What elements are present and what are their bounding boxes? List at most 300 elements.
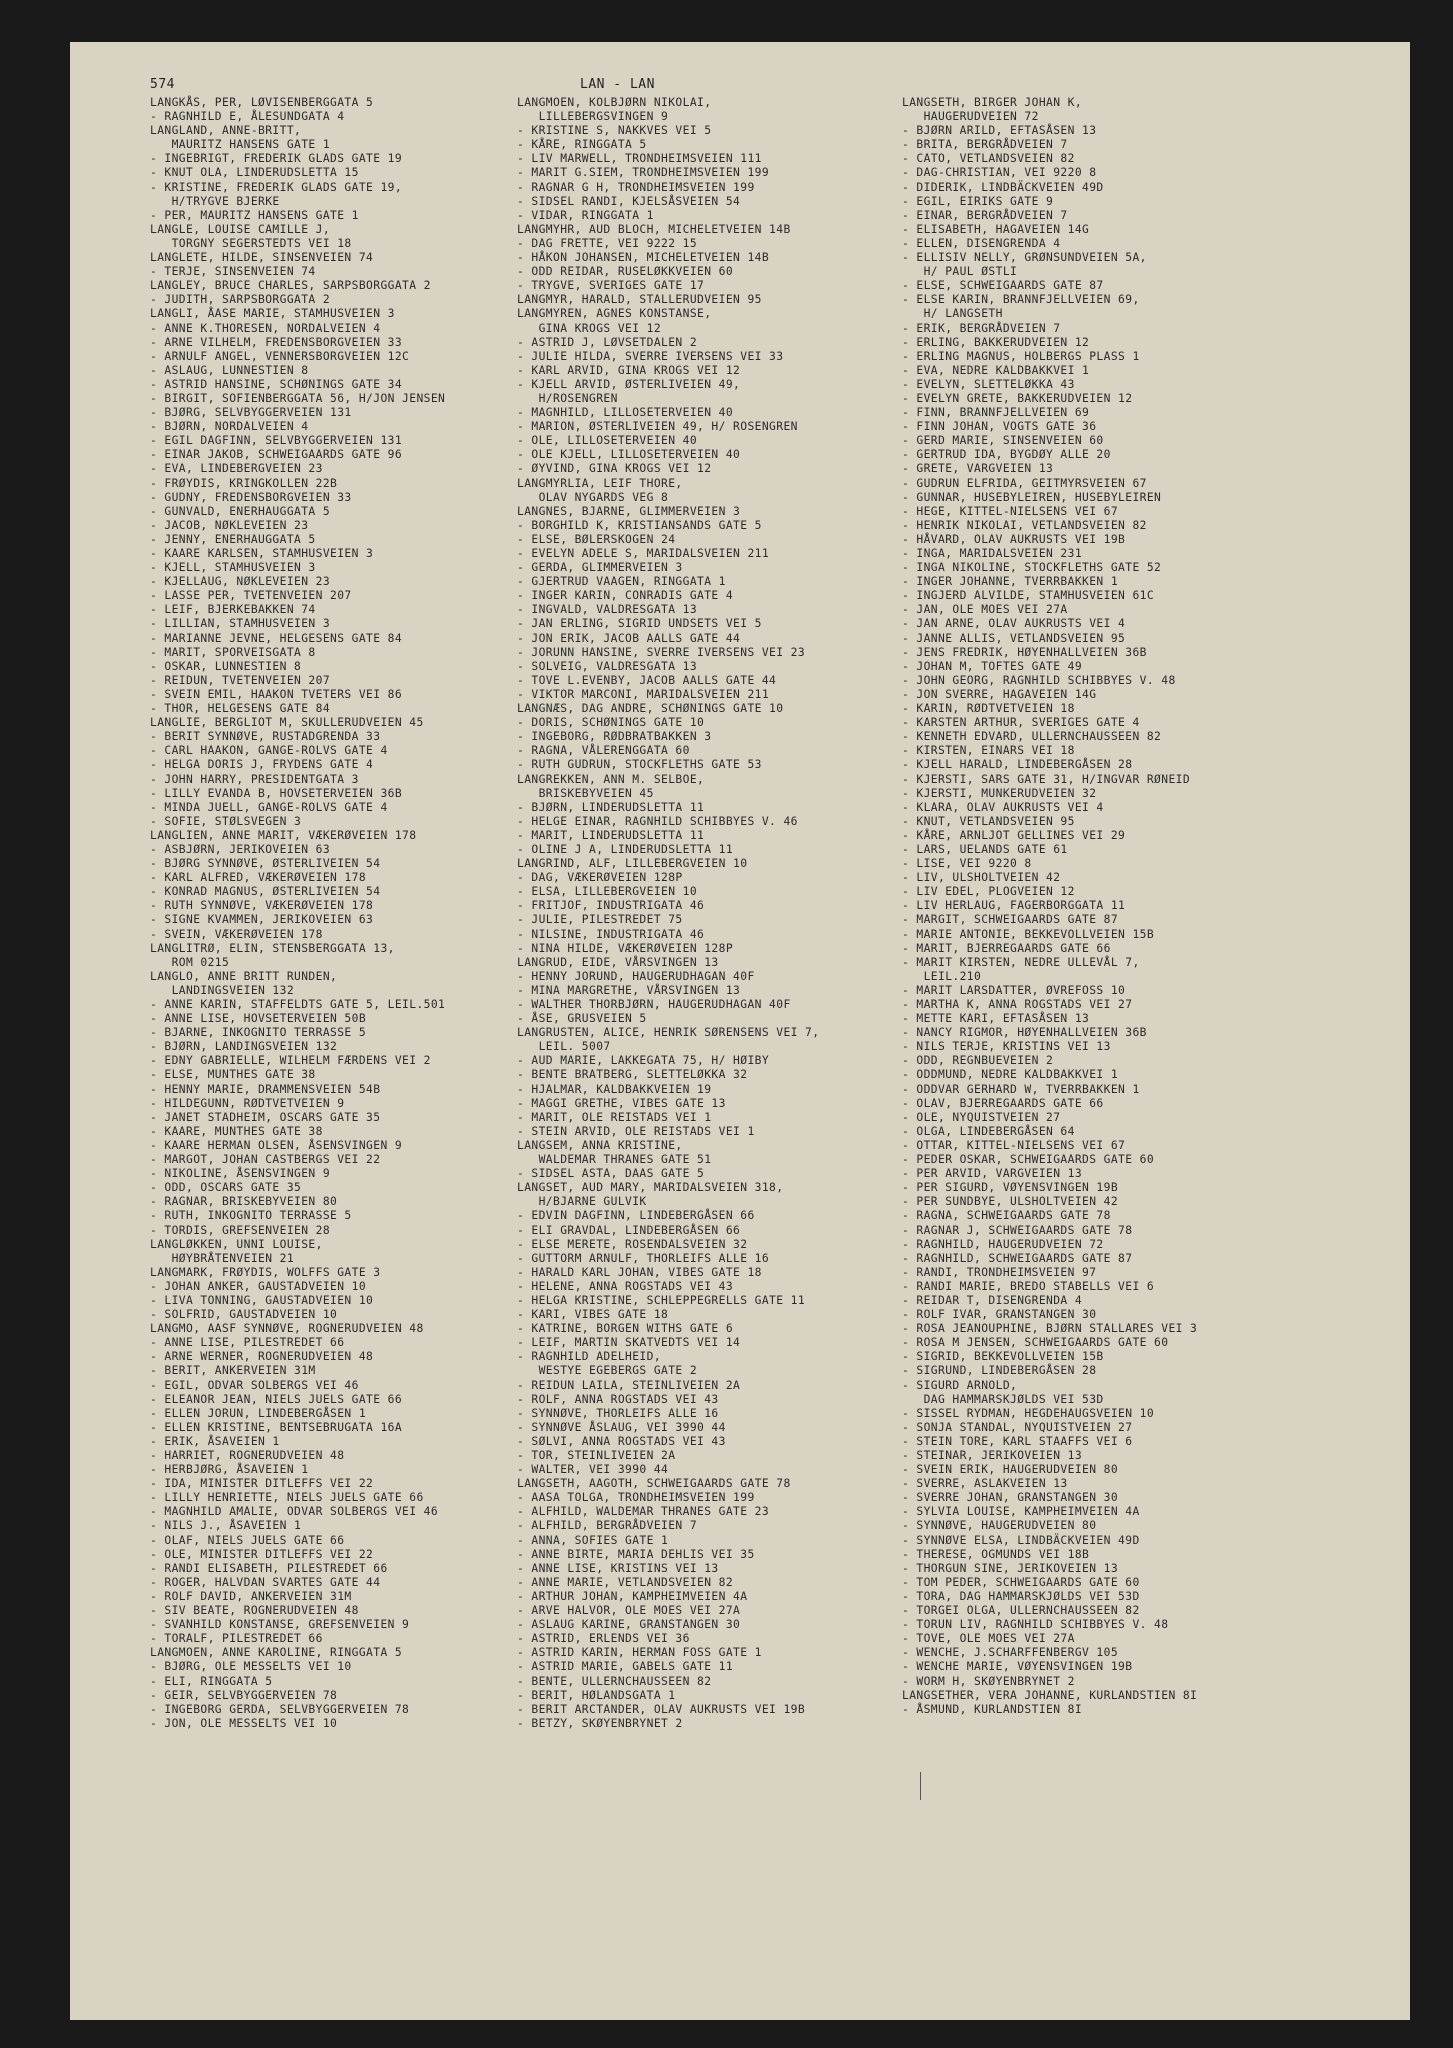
directory-entry-line: - OLAV, BJERREGAARDS GATE 66 [902,1096,1104,1110]
directory-entry-line: - ASTRID HANSINE, SCHØNINGS GATE 34 [150,377,403,391]
directory-entry-line: - KONRAD MAGNUS, ØSTERLIVEIEN 54 [150,885,381,899]
directory-entry-line: - SYNNØVE ELSA, LINDBÄCKVEIEN 49D [902,1533,1140,1547]
directory-entry-line: - JANET STADHEIM, OSCARS GATE 35 [150,1110,381,1124]
directory-entry-line: - KIRSTEN, EINARS VEI 18 [902,744,1075,758]
directory-entry-line: - KÅRE, RINGGATA 5 [517,138,647,152]
directory-entry-line: - SIDSEL RANDI, KJELSÅSVEIEN 54 [517,194,741,208]
directory-entry-line: - RAGNA, SCHWEIGAARDS GATE 78 [902,1209,1111,1223]
directory-entry-line: - KAARE HERMAN OLSEN, ÅSENSVINGEN 9 [150,1138,403,1152]
directory-entry-line: - KNUT, VETLANDSVEIEN 95 [902,814,1075,828]
directory-entry-line: - ODDVAR GERHARD W, TVERRBAKKEN 1 [902,1082,1140,1096]
directory-entry-line: - DORIS, SCHØNINGS GATE 10 [517,716,705,730]
directory-entry-line: LANGKÅS, PER, LØVISENBERGGATA 5 [150,96,374,109]
directory-entry-line: - OLAF, NIELS JUELS GATE 66 [150,1533,345,1547]
directory-entry-line: - BERIT ARCTANDER, OLAV AUKRUSTS VEI 19B [517,1702,806,1716]
directory-entry-line: - KJERSTI, MUNKERUDVEIEN 32 [902,786,1097,800]
directory-entry-line: - KATRINE, BORGEN WITHS GATE 6 [517,1322,734,1336]
directory-entry-line: - ELSE, SCHWEIGAARDS GATE 87 [902,279,1104,293]
directory-entry-line: H/BJARNE GULVIK [517,1195,647,1209]
directory-entry-line: - KJELL ARVID, ØSTERLIVEIEN 49, [517,377,741,391]
directory-entry-line: - EVELYN GRETE, BAKKERUDVEIEN 12 [902,391,1133,405]
directory-entry-line: - ROLF DAVID, ANKERVEIEN 31M [150,1589,352,1603]
directory-entry-line: - SIGNE KVAMMEN, JERIKOVEIEN 63 [150,913,374,927]
directory-entry-line: - SVEIN EMIL, HAAKON TVETERS VEI 86 [150,687,403,701]
directory-entry-line: - GUDNY, FREDENSBORGVEIEN 33 [150,490,352,504]
directory-entry-line: - ARVE HALVOR, OLE MOES VEI 27A [517,1604,741,1618]
directory-entry-line: - THOR, HELGESENS GATE 84 [150,702,331,716]
directory-entry-line: - FINN, BRANNFJELLVEIEN 69 [902,406,1090,420]
directory-entry-line: LANGLAND, ANNE-BRITT, [150,124,302,138]
directory-entry-line: - RAGNA, VÅLERENGGATA 60 [517,744,690,758]
directory-entry-line: - INGER KARIN, CONRADIS GATE 4 [517,589,734,603]
directory-entry-line: GINA KROGS VEI 12 [517,321,662,335]
directory-entry-line: - BJØRG SYNNØVE, ØSTERLIVEIEN 54 [150,857,381,871]
directory-entry-line: - SYNNØVE ÅSLAUG, VEI 3990 44 [517,1420,726,1434]
directory-entry-line: - OTTAR, KITTEL-NIELSENS VEI 67 [902,1138,1126,1152]
page-number: 574 [150,77,175,92]
directory-entry-line: - RUTH, INKOGNITO TERRASSE 5 [150,1209,352,1223]
directory-entry-line: - JON, OLE MESSELTS VEI 10 [150,1716,338,1730]
directory-entry-line: - HÅVARD, OLAV AUKRUSTS VEI 19B [902,532,1126,546]
directory-entry-line: - SIV BEATE, ROGNERUDVEIEN 48 [150,1604,359,1618]
directory-entry-line: - ROLF, ANNA ROGSTADS VEI 43 [517,1392,719,1406]
directory-entry-line: - KRISTINE S, NAKKVES VEI 5 [517,124,712,138]
directory-entry-line: - MINDA JUELL, GANGE-ROLVS GATE 4 [150,800,388,814]
directory-entry-line: - EGIL, ODVAR SOLBERGS VEI 46 [150,1378,359,1392]
directory-entry-line: - ANNE BIRTE, MARIA DEHLIS VEI 35 [517,1547,755,1561]
directory-entry-line: - NANCY RIGMOR, HØYENHALLVEIEN 36B [902,1026,1147,1040]
directory-entry-line: - BENTE, ULLERNCHAUSSEEN 82 [517,1674,712,1688]
directory-entry-line: - ERLING, BAKKERUDVEIEN 12 [902,335,1090,349]
directory-entry-line: - LIV, ULSHOLTVEIEN 42 [902,871,1061,885]
directory-entry-line: - LIV EDEL, PLOGVEIEN 12 [902,885,1075,899]
directory-entry-line: - JAN ARNE, OLAV AUKRUSTS VEI 4 [902,617,1126,631]
directory-entry-line: - BJARNE, INKOGNITO TERRASSE 5 [150,1026,367,1040]
directory-entry-line: - OLE KJELL, LILLOSETERVEIEN 40 [517,448,741,462]
directory-entry-line: - ODD REIDAR, RUSELØKKVEIEN 60 [517,265,734,279]
directory-entry-line: - IDA, MINISTER DITLEFFS VEI 22 [150,1477,374,1491]
directory-entry-line: - KJERSTI, SARS GATE 31, H/INGVAR RØNEID [902,772,1191,786]
directory-entry-line: MAURITZ HANSENS GATE 1 [150,138,331,152]
directory-entry-line: - OLINE J A, LINDERUDSLETTA 11 [517,842,734,856]
directory-entry-line: - GEIR, SELVBYGGERVEIEN 78 [150,1688,338,1702]
directory-entry-line: - MARIT LARSDATTER, ØVREFOSS 10 [902,983,1126,997]
directory-entry-line: LANGSETHER, VERA JOHANNE, KURLANDSTIEN 8I [902,1688,1198,1702]
directory-entry-line: - JOHN GEORG, RAGNHILD SCHIBBYES V. 48 [902,673,1176,687]
directory-entry-line: LANGLIEN, ANNE MARIT, VÆKERØVEIEN 178 [150,828,417,842]
directory-entry-line: - GERD MARIE, SINSENVEIEN 60 [902,434,1104,448]
directory-entry-line: - JOHAN M, TOFTES GATE 49 [902,659,1083,673]
directory-entry-line: - NILSINE, INDUSTRIGATA 46 [517,927,705,941]
directory-entry-line: - EVA, NEDRE KALDBAKKVEI 1 [902,363,1090,377]
directory-entry-line: - WENCHE MARIE, VØYENSVINGEN 19B [902,1660,1133,1674]
directory-entry-line: - EGIL, EIRIKS GATE 9 [902,194,1054,208]
directory-entry-line: - INGEBORG GERDA, SELVBYGGERVEIEN 78 [150,1702,410,1716]
directory-entry-line: - PEDER OSKAR, SCHWEIGAARDS GATE 60 [902,1153,1155,1167]
directory-entry-line: - INGJERD ALVILDE, STAMHUSVEIEN 61C [902,589,1155,603]
directory-entry-line: - RAGNAR J, SCHWEIGAARDS GATE 78 [902,1223,1133,1237]
directory-entry-line: - RAGNHILD, HAUGERUDVEIEN 72 [902,1237,1104,1251]
directory-entry-line: - ELLEN JORUN, LINDEBERGÅSEN 1 [150,1406,367,1420]
directory-entry-line: TORGNY SEGERSTEDTS VEI 18 [150,236,352,250]
directory-entry-line: - OSKAR, LUNNESTIEN 8 [150,659,302,673]
directory-page [70,42,1410,2020]
directory-entry-line: - NINA HILDE, VÆKERØVEIEN 128P [517,941,734,955]
directory-entry-line: - INGEBRIGT, FREDERIK GLADS GATE 19 [150,152,403,166]
directory-entry-line: - SISSEL RYDMAN, HEGDEHAUGSVEIEN 10 [902,1406,1155,1420]
directory-entry-line: - HELENE, ANNA ROGSTADS VEI 43 [517,1279,734,1293]
directory-entry-line: LANGRUSTEN, ALICE, HENRIK SØRENSENS VEI 7, [517,1026,820,1040]
directory-entry-line: - AUD MARIE, LAKKEGATA 75, H/ HØIBY [517,1054,770,1068]
directory-entry-line: - OLE, LILLOSETERVEIEN 40 [517,434,698,448]
directory-entry-line: - HELGE EINAR, RAGNHILD SCHIBBYES V. 46 [517,814,798,828]
directory-entry-line: - ERLING MAGNUS, HOLBERGS PLASS 1 [902,349,1140,363]
directory-entry-line: - TERJE, SINSENVEIEN 74 [150,265,316,279]
directory-entry-line: - ELI, RINGGATA 5 [150,1674,273,1688]
directory-entry-line: - SVEIN ERIK, HAUGERUDVEIEN 80 [902,1463,1119,1477]
directory-entry-line: - ELLEN, DISENGRENDA 4 [902,236,1061,250]
directory-entry-line: LANGSEM, ANNA KRISTINE, [517,1138,683,1152]
directory-entry-line: - SIDSEL ASTA, DAAS GATE 5 [517,1167,705,1181]
directory-entry-line: - LIV HERLAUG, FAGERBORGGATA 11 [902,899,1126,913]
directory-entry-line: - ANNE MARIE, VETLANDSVEIEN 82 [517,1575,734,1589]
directory-entry-line: LANGMYRLIA, LEIF THORE, [517,476,683,490]
directory-entry-line: - JENNY, ENERHAUGGATA 5 [150,532,316,546]
directory-entry-line: - TOVE, OLE MOES VEI 27A [902,1632,1075,1646]
directory-entry-line: - VIDAR, RINGGATA 1 [517,208,654,222]
directory-entry-line: - MARIT, LINDERUDSLETTA 11 [517,828,705,842]
directory-entry-line: - ANNA, SOFIES GATE 1 [517,1533,669,1547]
directory-entry-line: - BJØRG, OLE MESSELTS VEI 10 [150,1660,352,1674]
directory-entry-line: - TORA, DAG HAMMARSKJØLDS VEI 53D [902,1589,1140,1603]
directory-entry-line: LANGLØKKEN, UNNI LOUISE, [150,1237,323,1251]
directory-entry-line: - BJØRN, NORDALVEIEN 4 [150,420,309,434]
directory-entry-line: - REIDUN LAILA, STEINLIVEIEN 2A [517,1378,741,1392]
directory-entry-line: - ANNE K.THORESEN, NORDALVEIEN 4 [150,321,381,335]
directory-entry-line: - MARIT, OLE REISTADS VEI 1 [517,1110,712,1124]
directory-entry-line: - ANNE KARIN, STAFFELDTS GATE 5, LEIL.501 [150,998,446,1011]
directory-entry-line: - JOHN HARRY, PRESIDENTGATA 3 [150,772,359,786]
directory-entry-line: - ODD, OSCARS GATE 35 [150,1181,302,1195]
directory-entry-line: - LASSE PER, TVETENVEIEN 207 [150,589,352,603]
directory-entry-line: - OLE, NYQUISTVEIEN 27 [902,1110,1061,1124]
directory-entry-line: - EINAR JAKOB, SCHWEIGAARDS GATE 96 [150,448,403,462]
directory-entry-line: - ASTRID, ERLENDS VEI 36 [517,1632,690,1646]
directory-entry-line: - BENTE BRATBERG, SLETTELØKKA 32 [517,1068,748,1082]
directory-entry-line: - JON SVERRE, HAGAVEIEN 14G [902,687,1097,701]
directory-entry-line: - BERIT, HØLANDSGATA 1 [517,1688,676,1702]
directory-entry-line: - SIGRID, BEKKEVOLLVEIEN 15B [902,1350,1104,1364]
directory-entry-line: LANGSETH, BIRGER JOHAN K, [902,96,1083,109]
directory-entry-line: - HERBJØRG, ÅSAVEIEN 1 [150,1463,309,1477]
directory-entry-line: - LEIF, BJERKEBAKKEN 74 [150,603,316,617]
directory-entry-line: - TORGEI OLGA, ULLERNCHAUSSEEN 82 [902,1604,1140,1618]
directory-entry-line: - ELLISIV NELLY, GRØNSUNDVEIEN 5A, [902,251,1147,265]
directory-entry-line: - SVEIN, VÆKERØVEIEN 178 [150,927,323,941]
directory-entry-line: LILLEBERGSVINGEN 9 [517,110,669,124]
directory-entry-line: - TOM PEDER, SCHWEIGAARDS GATE 60 [902,1575,1140,1589]
directory-entry-line: - ØYVIND, GINA KROGS VEI 12 [517,462,712,476]
directory-entry-line: - JANNE ALLIS, VETLANDSVEIEN 95 [902,631,1126,645]
directory-entry-line: - LILLY HENRIETTE, NIELS JUELS GATE 66 [150,1491,424,1505]
directory-entry-line: - ARNE WERNER, ROGNERUDVEIEN 48 [150,1350,374,1364]
directory-entry-line: - SYLVIA LOUISE, KAMPHEIMVEIEN 4A [902,1505,1140,1519]
directory-entry-line: - RANDI ELISABETH, PILESTREDET 66 [150,1561,388,1575]
directory-entry-line: - HARALD KARL JOHAN, VIBES GATE 18 [517,1265,762,1279]
directory-entry-line: - HELGA DORIS J, FRYDENS GATE 4 [150,758,374,772]
directory-entry-line: - JON ERIK, JACOB AALLS GATE 44 [517,631,741,645]
directory-entry-line: - HEGE, KITTEL-NIELSENS VEI 67 [902,504,1119,518]
directory-entry-line: - LILLY EVANDA B, HOVSETERVEIEN 36B [150,786,403,800]
directory-entry-line: LANGLITRØ, ELIN, STENSBERGGATA 13, [150,941,395,955]
directory-entry-line: - JAN, OLE MOES VEI 27A [902,603,1068,617]
directory-entry-line: BRISKEBYVEIEN 45 [517,786,654,800]
directory-entry-line: LANGMOEN, ANNE KAROLINE, RINGGATA 5 [150,1646,403,1660]
directory-entry-line: - MARTHA K, ANNA ROGSTADS VEI 27 [902,998,1133,1011]
directory-entry-line: - THORGUN SINE, JERIKOVEIEN 13 [902,1561,1119,1575]
directory-entry-line: - ASTRID KARIN, HERMAN FOSS GATE 1 [517,1646,762,1660]
directory-entry-line: LANGMYHR, AUD BLOCH, MICHELETVEIEN 14B [517,222,791,236]
directory-entry-line: - INGVALD, VALDRESGATA 13 [517,603,698,617]
directory-entry-line: - REIDUN, TVETENVEIEN 207 [150,673,331,687]
directory-entry-line: - BERIT, ANKERVEIEN 31M [150,1364,316,1378]
directory-entry-line: - RANDI MARIE, BREDO STABELLS VEI 6 [902,1279,1155,1293]
directory-entry-line: - TORDIS, GREFSENVEIEN 28 [150,1223,331,1237]
directory-entry-line: - ROSA M JENSEN, SCHWEIGAARDS GATE 60 [902,1336,1169,1350]
directory-entry-line: - GRETE, VARGVEIEN 13 [902,462,1054,476]
directory-entry-line: LANGSETH, AAGOTH, SCHWEIGAARDS GATE 78 [517,1477,791,1491]
directory-entry-line: - SOLVEIG, VALDRESGATA 13 [517,659,698,673]
directory-entry-line: - KARI, VIBES GATE 18 [517,1308,669,1322]
directory-entry-line: - MARIT, BJERREGAARDS GATE 66 [902,941,1111,955]
directory-entry-line: - JORUNN HANSINE, SVERRE IVERSENS VEI 23 [517,645,806,659]
directory-entry-line: LANGMARK, FRØYDIS, WOLFFS GATE 3 [150,1265,381,1279]
directory-entry-line: - SYNNØVE, THORLEIFS ALLE 16 [517,1406,719,1420]
directory-entry-line: - GERDA, GLIMMERVEIEN 3 [517,561,683,575]
directory-entry-line: LANGMYR, HARALD, STALLERUDVEIEN 95 [517,293,762,307]
directory-entry-line: - INGER JOHANNE, TVERRBAKKEN 1 [902,575,1119,589]
directory-entry-line: - RUTH SYNNØVE, VÆKERØVEIEN 178 [150,899,374,913]
directory-entry-line: - DAG-CHRISTIAN, VEI 9220 8 [902,166,1097,180]
directory-entry-line: LANGLI, ÅASE MARIE, STAMHUSVEIEN 3 [150,307,395,321]
directory-entry-line: - KJELL HARALD, LINDEBERGÅSEN 28 [902,758,1133,772]
directory-entry-line: LANGNES, BJARNE, GLIMMERVEIEN 3 [517,504,741,518]
directory-entry-line: - SONJA STANDAL, NYQUISTVEIEN 27 [902,1420,1133,1434]
directory-entry-line: - ASTRID MARIE, GABELS GATE 11 [517,1660,734,1674]
directory-entry-line: HØYBRÅTENVEIEN 21 [150,1251,295,1265]
directory-entry-line: - LEIF, MARTIN SKATVEDTS VEI 14 [517,1336,741,1350]
directory-entry-line: - KENNETH EDVARD, ULLERNCHAUSSEEN 82 [902,730,1162,744]
directory-entry-line: - WENCHE, J.SCHARFFENBERGV 105 [902,1646,1119,1660]
directory-entry-line: - STEIN ARVID, OLE REISTADS VEI 1 [517,1124,755,1138]
directory-entry-line: LANGMYREN, AGNES KONSTANSE, [517,307,712,321]
directory-entry-line: - MARIANNE JEVNE, HELGESENS GATE 84 [150,631,403,645]
directory-entry-line: H/TRYGVE BJERKE [150,194,280,208]
directory-entry-line: - MARIT G.SIEM, TRONDHEIMSVEIEN 199 [517,166,770,180]
directory-entry-line: - ARNE VILHELM, FREDENSBORGVEIEN 33 [150,335,403,349]
directory-entry-line: - ERIK, BERGRÅDVEIEN 7 [902,321,1061,335]
directory-entry-line: - ROGER, HALVDAN SVARTES GATE 44 [150,1575,381,1589]
directory-entry-line: - OLE, MINISTER DITLEFFS VEI 22 [150,1547,374,1561]
directory-entry-line: - SOFIE, STØLSVEGEN 3 [150,814,302,828]
directory-entry-line: LANDINGSVEIEN 132 [150,983,295,997]
column-2 [517,96,819,1731]
directory-entry-line: - MAGNHILD, LILLOSETERVEIEN 40 [517,406,734,420]
directory-entry-line: - STEIN TORE, KARL STAAFFS VEI 6 [902,1434,1133,1448]
directory-entry-line: - ELSE MERETE, ROSENDALSVEIEN 32 [517,1237,748,1251]
directory-entry-line: - PER, MAURITZ HANSENS GATE 1 [150,208,359,222]
directory-entry-line: - MARION, ØSTERLIVEIEN 49, H/ ROSENGREN [517,420,798,434]
directory-entry-line: - WALTHER THORBJØRN, HAUGERUDHAGAN 40F [517,998,791,1011]
directory-entry-line: - RAGNAR G H, TRONDHEIMSVEIEN 199 [517,180,755,194]
directory-entry-line: - FRITJOF, INDUSTRIGATA 46 [517,899,705,913]
directory-entry-line: - SVANHILD KONSTANSE, GREFSENVEIEN 9 [150,1618,410,1632]
directory-entry-line: - GJERTRUD VAAGEN, RINGGATA 1 [517,575,726,589]
directory-entry-line: - SØLVI, ANNA ROGSTADS VEI 43 [517,1434,726,1448]
directory-entry-line: - HELGA KRISTINE, SCHLEPPEGRELLS GATE 11 [517,1293,806,1307]
directory-entry-line: - RAGNAR, BRISKEBYVEIEN 80 [150,1195,338,1209]
page-heading: LAN - LAN [580,77,655,92]
directory-entry-line: - RAGNHILD E, ÅLESUNDGATA 4 [150,110,345,124]
directory-entry-line: - PER SIGURD, VØYENSVINGEN 19B [902,1181,1119,1195]
directory-entry-line: - ELEANOR JEAN, NIELS JUELS GATE 66 [150,1392,403,1406]
directory-entry-line: - ÅSE, GRUSVEIEN 5 [517,1012,647,1026]
directory-entry-line: LANGLE, LOUISE CAMILLE J, [150,222,331,236]
directory-entry-line: - EVELYN ADELE S, MARIDALSVEIEN 211 [517,547,770,560]
margin-mark [920,1772,921,1800]
directory-entry-line: - GERTRUD IDA, BYGDØY ALLE 20 [902,448,1111,462]
directory-entry-line: - JUDITH, SARPSBORGGATA 2 [150,293,331,307]
directory-entry-line: - MAGGI GRETHE, VIBES GATE 13 [517,1096,726,1110]
directory-entry-line: - EVELYN, SLETTELØKKA 43 [902,377,1075,391]
directory-entry-line: - TORALF, PILESTREDET 66 [150,1632,323,1646]
directory-entry-line: WALDEMAR THRANES GATE 51 [517,1153,712,1167]
directory-entry-line: - WALTER, VEI 3990 44 [517,1463,669,1477]
directory-entry-line: - PER ARVID, VARGVEIEN 13 [902,1167,1083,1181]
directory-entry-line: - BJØRG, SELVBYGGERVEIEN 131 [150,406,352,420]
directory-entry-line: - BERIT SYNNØVE, RUSTADGRENDA 33 [150,730,381,744]
directory-entry-line: - JENS FREDRIK, HØYENHALLVEIEN 36B [902,645,1147,659]
directory-entry-line: DAG HAMMARSKJØLDS VEI 53D [902,1392,1104,1406]
directory-entry-line: - AASA TOLGA, TRONDHEIMSVEIEN 199 [517,1491,755,1505]
directory-entry-line: - KLARA, OLAV AUKRUSTS VEI 4 [902,800,1104,814]
directory-entry-line: H/ROSENGREN [517,391,618,405]
directory-entry-line: - EDVIN DAGFINN, LINDEBERGÅSEN 66 [517,1209,755,1223]
directory-entry-line: - KARIN, RØDTVETVEIEN 18 [902,702,1075,716]
directory-entry-line: H/ PAUL ØSTLI [902,265,1018,279]
directory-entry-line: LANGNÆS, DAG ANDRE, SCHØNINGS GATE 10 [517,702,784,716]
directory-entry-line: - SVERRE JOHAN, GRANSTANGEN 30 [902,1491,1119,1505]
directory-entry-line: - ASLAUG KARINE, GRANSTANGEN 30 [517,1618,741,1632]
directory-entry-line: - ROLF IVAR, GRANSTANGEN 30 [902,1308,1097,1322]
directory-entry-line: - BORGHILD K, KRISTIANSANDS GATE 5 [517,518,762,532]
directory-entry-line: - ELSE KARIN, BRANNFJELLVEIEN 69, [902,293,1140,307]
directory-entry-line: - KARSTEN ARTHUR, SVERIGES GATE 4 [902,716,1140,730]
directory-entry-line: - ASLAUG, LUNNESTIEN 8 [150,363,309,377]
directory-entry-line: - ROSA JEANOUPHINE, BJØRN STALLARES VEI 3 [902,1322,1198,1336]
directory-entry-line: - JACOB, NØKLEVEIEN 23 [150,518,309,532]
directory-entry-line: - MARIT KIRSTEN, NEDRE ULLEVÅL 7, [902,955,1140,969]
directory-entry-line: - KNUT OLA, LINDERUDSLETTA 15 [150,166,359,180]
directory-entry-line: LEIL. 5007 [517,1040,611,1054]
directory-entry-line: - EINAR, BERGRÅDVEIEN 7 [902,208,1068,222]
directory-entry-line: - CATO, VETLANDSVEIEN 82 [902,152,1075,166]
directory-entry-line: LANGMOEN, KOLBJØRN NIKOLAI, [517,96,712,109]
directory-entry-line: - DAG FRETTE, VEI 9222 15 [517,236,698,250]
directory-entry-line: - WORM H, SKØYENBRYNET 2 [902,1674,1075,1688]
directory-entry-line: - MINA MARGRETHE, VÅRSVINGEN 13 [517,983,741,997]
directory-entry-line: - MARGIT, SCHWEIGAARDS GATE 87 [902,913,1119,927]
directory-entry-line: - MARIE ANTONIE, BEKKEVOLLVEIEN 15B [902,927,1155,941]
directory-entry-line: - EDNY GABRIELLE, WILHELM FÆRDENS VEI 2 [150,1054,431,1068]
directory-entry-line: - THERESE, OGMUNDS VEI 18B [902,1547,1090,1561]
directory-entry-line: - ANNE LISE, HOVSETERVEIEN 50B [150,1012,367,1026]
directory-entry-line: HAUGERUDVEIEN 72 [902,110,1039,124]
directory-entry-line: - GUNNAR, HUSEBYLEIREN, HUSEBYLEIREN [902,490,1162,504]
directory-entry-line: - BETZY, SKØYENBRYNET 2 [517,1716,683,1730]
directory-entry-line: - INGA, MARIDALSVEIEN 231 [902,547,1083,560]
directory-entry-line: - ALFHILD, BERGRÅDVEIEN 7 [517,1519,698,1533]
directory-entry-line: - ELSA, LILLEBERGVEIEN 10 [517,885,698,899]
directory-entry-line: OLAV NYGARDS VEG 8 [517,490,669,504]
directory-entry-line: - ODDMUND, NEDRE KALDBAKKVEI 1 [902,1068,1119,1082]
directory-entry-line: - BJØRN, LANDINGSVEIEN 132 [150,1040,338,1054]
directory-entry-line: - EVA, LINDEBERGVEIEN 23 [150,462,323,476]
directory-entry-line: ROM 0215 [150,955,230,969]
directory-entry-line: - ASTRID J, LØVSETDALEN 2 [517,335,698,349]
directory-entry-line: - BRITA, BERGRÅDVEIEN 7 [902,138,1068,152]
directory-entry-line: - FRØYDIS, KRINGKOLLEN 22B [150,476,338,490]
directory-entry-line: LEIL.210 [902,969,982,983]
directory-entry-line: LANGLEY, BRUCE CHARLES, SARPSBORGGATA 2 [150,279,431,293]
directory-entry-line: - HILDEGUNN, RØDTVETVEIEN 9 [150,1096,345,1110]
directory-entry-line: LANGRIND, ALF, LILLEBERGVEIEN 10 [517,857,748,871]
directory-entry-line: - BJØRN ARILD, EFTASÅSEN 13 [902,124,1097,138]
directory-entry-line: - LILLIAN, STAMHUSVEIEN 3 [150,617,331,631]
directory-entry-line: - ARTHUR JOHAN, KAMPHEIMVEIEN 4A [517,1589,748,1603]
directory-entry-line: - ELLEN KRISTINE, BENTSEBRUGATA 16A [150,1420,403,1434]
directory-entry-line: - RUTH GUDRUN, STOCKFLETHS GATE 53 [517,758,762,772]
directory-entry-line: - RAGNHILD ADELHEID, [517,1350,662,1364]
directory-entry-line: LANGREKKEN, ANN M. SELBOE, [517,772,705,786]
directory-entry-line: - EGIL DAGFINN, SELVBYGGERVEIEN 131 [150,434,403,448]
directory-entry-line: - LARS, UELANDS GATE 61 [902,842,1068,856]
directory-entry-line: - SIGURD ARNOLD, [902,1378,1018,1392]
directory-entry-line: - SOLFRID, GAUSTADVEIEN 10 [150,1308,338,1322]
directory-entry-line: WESTYE EGEBERGS GATE 2 [517,1364,698,1378]
directory-entry-line: - TRYGVE, SVERIGES GATE 17 [517,279,705,293]
directory-entry-line: - SIGRUND, LINDEBERGÅSEN 28 [902,1364,1097,1378]
directory-entry-line: - FINN JOHAN, VOGTS GATE 36 [902,420,1097,434]
directory-entry-line: - BJØRN, LINDERUDSLETTA 11 [517,800,705,814]
directory-entry-line: - CARL HAAKON, GANGE-ROLVS GATE 4 [150,744,388,758]
directory-entry-line: - NIKOLINE, ÅSENSVINGEN 9 [150,1167,331,1181]
column-3 [902,96,1197,1717]
directory-entry-line: - JAN ERLING, SIGRID UNDSETS VEI 5 [517,617,762,631]
directory-entry-line: - BIRGIT, SOFIENBERGGATA 56, H/JON JENSEN [150,391,446,405]
directory-entry-line: - KJELL, STAMHUSVEIEN 3 [150,561,316,575]
directory-entry-line: - ODD, REGNBUEVEIEN 2 [902,1054,1054,1068]
directory-entry-line: - KARL ALFRED, VÆKERØVEIEN 178 [150,871,367,885]
directory-entry-line: - NILS J., ÅSAVEIEN 1 [150,1519,302,1533]
directory-entry-line: - ELSE, MUNTHES GATE 38 [150,1068,316,1082]
directory-entry-line: - VIKTOR MARCONI, MARIDALSVEIEN 211 [517,687,770,701]
directory-entry-line: - KRISTINE, FREDERIK GLADS GATE 19, [150,180,403,194]
directory-entry-line: - MARGOT, JOHAN CASTBERGS VEI 22 [150,1153,381,1167]
directory-entry-line: - LISE, VEI 9220 8 [902,857,1032,871]
directory-entry-line: - HJALMAR, KALDBAKKVEIEN 19 [517,1082,712,1096]
directory-entry-line: - MAGNHILD AMALIE, ODVAR SOLBERGS VEI 46 [150,1505,439,1519]
